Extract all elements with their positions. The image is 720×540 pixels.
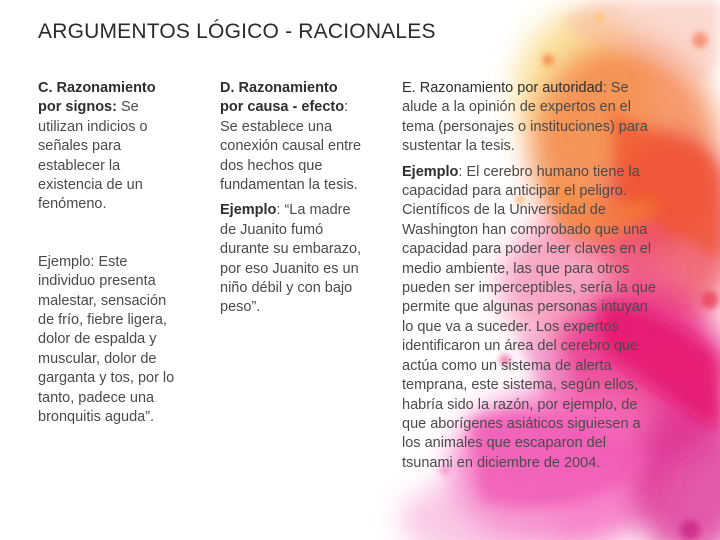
page-title: ARGUMENTOS LÓGICO - RACIONALES [38, 20, 436, 43]
column-razonamiento-por-signos [38, 79, 180, 428]
column-description: : Se alude a la opinión de expertos en el tema (personajes o instituciones) para sustentar la tesis. [402, 80, 648, 155]
column-razonamiento-por-causa-efecto [220, 79, 362, 318]
example-label: Ejemplo [402, 163, 459, 180]
example-paragraph: Ejemplo: Este individuo presenta malestar, sensación de frío, fiebre ligera, dolor de espalda y muscular, dolor de garganta y tos, por lo tanto, padece una bronquitis aguda”. [38, 253, 175, 426]
column-heading: E. Razonamiento por autoridad [402, 80, 603, 96]
column-razonamiento-por-autoridad [402, 79, 658, 473]
example-paragraph [220, 201, 362, 317]
example-label: Ejemplo [220, 202, 277, 219]
example-paragraph [402, 163, 658, 474]
example-text: : “La madre de Juanito fumó durante su embarazo, por eso Juanito es un niño débil y con bajo peso”. [220, 202, 362, 316]
column-description: : Se establece una conexión causal entre dos hechos que fundamentan la tesis. [220, 99, 362, 194]
definition-paragraph [220, 79, 362, 195]
column-heading: C. Razonamiento por signos: [38, 80, 156, 116]
example-text: : El cerebro humano tiene la capacidad para anticipar el peligro. Científicos de la Universidad de Washington han comprobado que una capacidad para poder leer claves en el medio ambiente, las que para otros pueden ser imperceptibles, sería la que permite que algunas personas intuyan lo que va a suceder. Los expertos identificaron un área del cerebro que actúa como un sistema de alerta temprana, este sistema, según ellos, habría sido la razón, por ejemplo, de que aborígenes asiáticos siguiesen a los animales que escaparon del tsunami en diciembre de 2004. [402, 163, 656, 471]
definition-paragraph [402, 79, 658, 157]
column-description: Se utilizan indicios o señales para establecer la existencia de un fenómeno. [38, 99, 148, 213]
column-heading: D. Razonamiento por causa - efecto [220, 80, 345, 116]
definition-paragraph [38, 79, 180, 215]
